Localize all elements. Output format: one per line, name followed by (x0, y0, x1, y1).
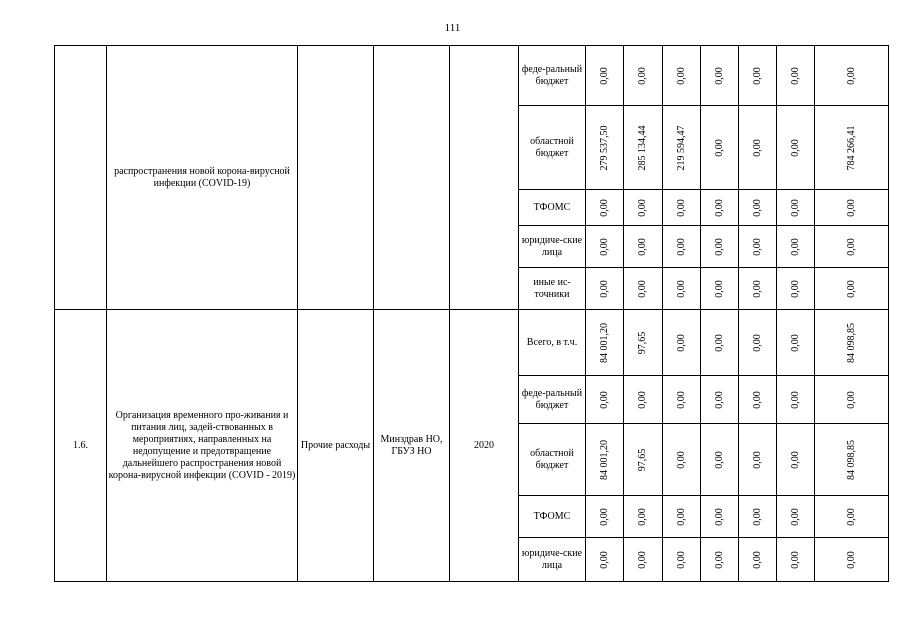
funding-source-cell: феде-ральный бюджет (519, 376, 586, 424)
amount-cell (586, 46, 624, 106)
amount-value: 84 001,20 (598, 439, 610, 480)
amount-value: 285 134,44 (637, 125, 648, 170)
amount-value: 0,00 (598, 507, 610, 526)
amount-value: 0,00 (598, 550, 610, 569)
amount-value: 0,00 (751, 333, 763, 352)
funding-source-cell: областной бюджет (519, 424, 586, 496)
item-description-cell: Организация временного про-живания и питания лиц, задей-ствованных в мероприятиях, направленных на недопущение и предотвращение дальнейшего распространения новой корона-вирусной инфекции (COVID - 2019) (107, 310, 298, 582)
amount-cell (586, 538, 624, 582)
amount-cell (777, 376, 815, 424)
amount-cell (701, 310, 739, 376)
amount-value: 784 266,41 (845, 125, 857, 170)
amount-value: 0,00 (751, 198, 763, 217)
amount-value: 0,00 (751, 138, 763, 157)
amount-cell (815, 106, 889, 190)
amount-cell (815, 46, 889, 106)
amount-cell (586, 190, 624, 226)
executor-cell (374, 46, 450, 310)
budget-table (54, 45, 889, 582)
amount-cell (701, 190, 739, 226)
amount-value: 0,00 (598, 237, 610, 256)
amount-cell (777, 226, 815, 268)
amount-cell (624, 376, 663, 424)
amount-cell (663, 310, 701, 376)
amount-value: 0,00 (713, 279, 725, 298)
amount-cell (739, 496, 777, 538)
amount-value: 0,00 (845, 550, 857, 569)
amount-value: 0,00 (637, 237, 648, 256)
amount-value: 0,00 (713, 66, 725, 85)
amount-cell (663, 496, 701, 538)
amount-value: 0,00 (789, 333, 801, 352)
amount-cell (777, 538, 815, 582)
item-description-cell: распространения новой корона-вирусной инфекции (COVID-19) (107, 46, 298, 310)
amount-value: 0,00 (751, 66, 763, 85)
amount-value: 84 098,85 (845, 322, 857, 363)
amount-cell (701, 424, 739, 496)
amount-value: 0,00 (637, 550, 648, 569)
amount-value: 0,00 (675, 237, 687, 256)
year-cell (450, 46, 519, 310)
amount-value: 0,00 (789, 237, 801, 256)
amount-value: 0,00 (789, 198, 801, 217)
amount-value: 0,00 (675, 507, 687, 526)
amount-cell (586, 310, 624, 376)
amount-cell (624, 268, 663, 310)
amount-value: 97,65 (637, 448, 648, 471)
amount-cell (815, 538, 889, 582)
amount-cell (663, 190, 701, 226)
table-row (55, 46, 889, 106)
amount-cell (739, 424, 777, 496)
expense-type-cell (298, 46, 374, 310)
funding-source-cell: юридиче-ские лица (519, 226, 586, 268)
amount-cell (739, 226, 777, 268)
amount-value: 0,00 (789, 66, 801, 85)
amount-value: 0,00 (713, 237, 725, 256)
amount-cell (624, 46, 663, 106)
amount-cell (586, 268, 624, 310)
amount-value: 0,00 (637, 66, 648, 85)
amount-value: 0,00 (637, 279, 648, 298)
amount-value: 84 001,20 (598, 322, 610, 363)
amount-cell (777, 310, 815, 376)
amount-value: 0,00 (789, 390, 801, 409)
amount-cell (777, 190, 815, 226)
amount-cell (777, 46, 815, 106)
amount-value: 219 594,47 (675, 125, 687, 170)
amount-value: 0,00 (675, 198, 687, 217)
amount-cell (624, 226, 663, 268)
amount-cell (624, 106, 663, 190)
amount-value: 0,00 (713, 450, 725, 469)
funding-source-cell: юридиче-ские лица (519, 538, 586, 582)
amount-cell (739, 46, 777, 106)
amount-cell (586, 496, 624, 538)
year-cell: 2020 (450, 310, 519, 582)
amount-cell (701, 268, 739, 310)
amount-value: 84 098,85 (845, 439, 857, 480)
amount-value: 0,00 (751, 237, 763, 256)
amount-value: 0,00 (751, 550, 763, 569)
amount-value: 0,00 (637, 390, 648, 409)
amount-value: 0,00 (845, 198, 857, 217)
amount-cell (624, 538, 663, 582)
amount-cell (777, 496, 815, 538)
amount-cell (586, 376, 624, 424)
amount-value: 0,00 (751, 390, 763, 409)
amount-cell (586, 226, 624, 268)
amount-cell (663, 226, 701, 268)
amount-value: 0,00 (751, 279, 763, 298)
amount-cell (586, 424, 624, 496)
amount-value: 0,00 (713, 138, 725, 157)
funding-source-cell: ТФОМС (519, 190, 586, 226)
amount-value: 0,00 (598, 390, 610, 409)
table-row (55, 310, 889, 376)
amount-cell (815, 190, 889, 226)
amount-cell (624, 190, 663, 226)
amount-cell (663, 424, 701, 496)
executor-cell: Минздрав НО, ГБУЗ НО (374, 310, 450, 582)
amount-cell (739, 106, 777, 190)
item-number-cell: 1.6. (55, 310, 107, 582)
amount-cell (663, 106, 701, 190)
expense-type-cell: Прочие расходы (298, 310, 374, 582)
amount-cell (701, 496, 739, 538)
amount-value: 0,00 (845, 66, 857, 85)
amount-cell (777, 106, 815, 190)
item-number-cell (55, 46, 107, 310)
amount-cell (815, 376, 889, 424)
amount-value: 0,00 (789, 507, 801, 526)
amount-value: 0,00 (675, 550, 687, 569)
amount-cell (815, 310, 889, 376)
funding-source-cell: Всего, в т.ч. (519, 310, 586, 376)
amount-value: 0,00 (845, 390, 857, 409)
funding-source-cell: областной бюджет (519, 106, 586, 190)
amount-value: 0,00 (713, 390, 725, 409)
amount-cell (701, 538, 739, 582)
amount-value: 0,00 (789, 550, 801, 569)
amount-value: 0,00 (675, 333, 687, 352)
amount-value: 0,00 (598, 279, 610, 298)
amount-value: 0,00 (675, 390, 687, 409)
amount-cell (701, 106, 739, 190)
amount-cell (624, 424, 663, 496)
amount-value: 0,00 (845, 507, 857, 526)
amount-cell (739, 538, 777, 582)
amount-value: 0,00 (789, 279, 801, 298)
amount-cell (777, 424, 815, 496)
amount-value: 0,00 (675, 450, 687, 469)
amount-cell (701, 46, 739, 106)
amount-value: 0,00 (789, 450, 801, 469)
amount-value: 0,00 (637, 198, 648, 217)
amount-cell (663, 376, 701, 424)
funding-source-cell: феде-ральный бюджет (519, 46, 586, 106)
amount-cell (815, 496, 889, 538)
page-number: 111 (444, 22, 461, 34)
amount-cell (815, 226, 889, 268)
amount-cell (815, 424, 889, 496)
amount-cell (663, 538, 701, 582)
amount-cell (777, 268, 815, 310)
amount-cell (624, 496, 663, 538)
amount-cell (739, 268, 777, 310)
amount-cell (739, 310, 777, 376)
amount-value: 0,00 (845, 279, 857, 298)
amount-value: 0,00 (637, 507, 648, 526)
amount-value: 0,00 (751, 450, 763, 469)
amount-value: 0,00 (751, 507, 763, 526)
amount-cell (701, 226, 739, 268)
amount-cell (624, 310, 663, 376)
amount-cell (663, 268, 701, 310)
amount-value: 0,00 (789, 138, 801, 157)
amount-value: 0,00 (845, 237, 857, 256)
amount-cell (663, 46, 701, 106)
amount-value: 0,00 (713, 507, 725, 526)
amount-cell (586, 106, 624, 190)
amount-cell (701, 376, 739, 424)
amount-value: 0,00 (713, 550, 725, 569)
amount-value: 0,00 (675, 279, 687, 298)
funding-source-cell: ТФОМС (519, 496, 586, 538)
amount-cell (739, 190, 777, 226)
amount-value: 0,00 (713, 333, 725, 352)
amount-value: 0,00 (675, 66, 687, 85)
amount-value: 279 537,50 (598, 125, 610, 170)
amount-value: 0,00 (598, 66, 610, 85)
amount-value: 0,00 (713, 198, 725, 217)
funding-source-cell: иные ис-точники (519, 268, 586, 310)
amount-value: 0,00 (598, 198, 610, 217)
amount-cell (739, 376, 777, 424)
amount-value: 97,65 (637, 331, 648, 354)
amount-cell (815, 268, 889, 310)
